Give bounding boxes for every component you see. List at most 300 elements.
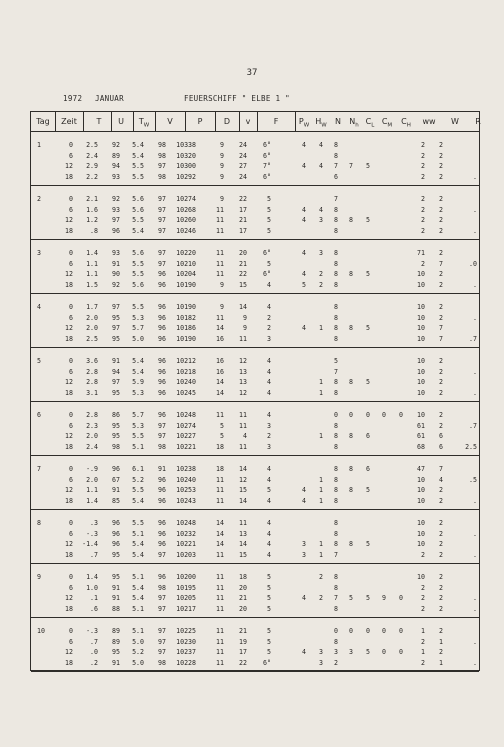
table-cell: 12 <box>239 388 247 397</box>
table-row <box>31 411 479 422</box>
table-cell: 10190 <box>176 334 196 343</box>
table-cell: 11 <box>216 486 224 494</box>
table-cell: 96 <box>158 280 166 289</box>
day-group <box>31 348 479 402</box>
day-number: 7 <box>37 465 41 473</box>
table-cell: 2.0 <box>86 475 98 484</box>
column-header <box>377 117 397 129</box>
table-cell: 0 <box>69 141 73 149</box>
table-cell: -.9 <box>86 465 98 473</box>
table-cell: 47 <box>417 465 425 473</box>
table-cell: 0 <box>69 195 73 203</box>
table-row <box>31 540 479 551</box>
column-header-subscript: L <box>371 122 375 129</box>
table-cell: 10 <box>417 313 425 322</box>
table-cell: 5.5 <box>132 432 144 440</box>
table-cell: 8 <box>334 270 338 278</box>
table-cell: 2.5 <box>86 334 98 343</box>
table-cell: 5.1 <box>132 529 144 538</box>
table-cell: 2.2 <box>86 172 98 181</box>
table-cell: 12 <box>65 162 73 170</box>
table-cell: 8 <box>334 141 338 149</box>
table-cell: 8 <box>334 259 338 268</box>
table-cell: 10338 <box>176 141 196 149</box>
table-cell: 11 <box>239 442 247 451</box>
table-cell: .6 <box>90 604 98 613</box>
day-group <box>31 510 479 564</box>
table-cell: 4 <box>243 432 247 440</box>
column-header-label: T <box>138 117 144 126</box>
table-cell: 96 <box>158 540 166 548</box>
table-cell: 11 <box>239 411 247 419</box>
table-cell: 0 <box>382 411 386 419</box>
column-header <box>217 117 237 126</box>
table-cell: 14 <box>216 378 224 386</box>
table-cell: 20 <box>239 604 247 613</box>
table-row <box>31 573 479 584</box>
table-row <box>31 206 479 217</box>
table-cell: 4 <box>267 367 271 376</box>
header-ship: FEUERSCHIFF " ELBE 1 " <box>184 94 290 103</box>
table-cell: 10245 <box>176 388 196 397</box>
table-cell: 98 <box>158 141 166 149</box>
table-cell: 3 <box>302 550 306 559</box>
table-cell: 2 <box>319 594 323 602</box>
table-cell: 10268 <box>176 205 196 214</box>
table-cell: 0 <box>69 519 73 527</box>
table-row <box>31 648 479 659</box>
table-cell: 2.8 <box>86 378 98 386</box>
table-cell: 2.0 <box>86 432 98 440</box>
table-cell: 1 <box>319 378 323 386</box>
table-cell: 21 <box>239 627 247 635</box>
table-row <box>31 260 479 271</box>
table-cell: 5 <box>267 604 271 613</box>
table-cell: 5.5 <box>132 303 144 311</box>
table-cell: .7 <box>90 550 98 559</box>
table-cell: 10190 <box>176 280 196 289</box>
table-cell: 4 <box>267 388 271 397</box>
table-cell: 0 <box>69 411 73 419</box>
table-cell: 96 <box>158 529 166 538</box>
table-cell: 1.0 <box>86 583 98 592</box>
table-cell: 8 <box>334 205 338 214</box>
table-cell: 6° <box>263 270 271 278</box>
table-cell: 3 <box>334 648 338 656</box>
table-cell: 5 <box>220 432 224 440</box>
table-cell: 96 <box>158 357 166 365</box>
table-row <box>31 443 479 454</box>
table-cell: 0 <box>69 573 73 581</box>
table-cell: 11 <box>216 216 224 224</box>
table-cell: 4 <box>267 519 271 527</box>
table-cell: 98 <box>158 172 166 181</box>
table-cell: 5 <box>267 594 271 602</box>
table-cell: 5.2 <box>132 475 144 484</box>
column-header-label: W <box>451 117 459 126</box>
table-cell: 98 <box>158 583 166 592</box>
table-cell: 96 <box>158 303 166 311</box>
table-cell: 8 <box>349 216 353 224</box>
table-cell: 5.2 <box>132 648 144 656</box>
table-cell: 6 <box>69 637 73 646</box>
table-cell: 2 <box>439 226 443 235</box>
table-cell: 97 <box>158 604 166 613</box>
table-cell: 3 <box>319 658 323 667</box>
table-cell: 5 <box>349 594 353 602</box>
table-cell: 21 <box>239 594 247 602</box>
table-cell: 10 <box>417 496 425 505</box>
table-cell: 8 <box>334 529 338 538</box>
table-cell: . <box>473 529 477 538</box>
table-cell: 1 <box>439 658 443 667</box>
table-cell: 6 <box>69 367 73 376</box>
table-cell: 10 <box>417 357 425 365</box>
table-cell: 96 <box>158 486 166 494</box>
table-cell: 22 <box>239 195 247 203</box>
table-cell: 8 <box>334 280 338 289</box>
table-cell: .7 <box>469 421 477 430</box>
table-cell: 10230 <box>176 637 196 646</box>
table-cell: .0 <box>469 259 477 268</box>
header-month: JANUAR <box>95 94 124 103</box>
table-cell: 94 <box>112 162 120 170</box>
table-cell: 10253 <box>176 486 196 494</box>
table-cell: 96 <box>158 573 166 581</box>
column-header-label: P <box>197 117 203 126</box>
table-row <box>31 368 479 379</box>
table-cell: 89 <box>112 637 120 646</box>
table-cell: 15 <box>239 550 247 559</box>
table-cell: 1 <box>319 432 323 440</box>
table-cell: .5 <box>469 475 477 484</box>
table-cell: 94 <box>112 367 120 376</box>
table-cell: 8 <box>334 324 338 332</box>
table-cell: 12 <box>65 378 73 386</box>
table-cell: 4 <box>302 496 306 505</box>
table-cell: 96 <box>112 519 120 527</box>
table-cell: 5.5 <box>132 519 144 527</box>
table-cell: 2.0 <box>86 313 98 322</box>
table-cell: 6 <box>69 529 73 538</box>
table-cell: 2 <box>439 280 443 289</box>
table-cell: 5.5 <box>132 486 144 494</box>
table-cell: 2.8 <box>86 411 98 419</box>
table-cell: 5 <box>267 637 271 646</box>
table-cell: 4 <box>267 475 271 484</box>
table-cell: 6 <box>439 442 443 451</box>
table-cell: 4 <box>319 141 323 149</box>
table-row <box>31 378 479 389</box>
table-cell: 2 <box>439 421 443 430</box>
table-cell: 5 <box>334 357 338 365</box>
table-cell: 2 <box>439 648 443 656</box>
day-number: 8 <box>37 519 41 527</box>
table-cell: 5 <box>267 216 271 224</box>
table-cell: 90 <box>112 270 120 278</box>
table-cell: 10190 <box>176 303 196 311</box>
table-cell: 5 <box>366 594 370 602</box>
table-cell: .1 <box>90 594 98 602</box>
table-cell: -.3 <box>86 627 98 635</box>
table-cell: 18 <box>65 334 73 343</box>
table-cell: 10228 <box>176 658 196 667</box>
table-cell: 10 <box>417 280 425 289</box>
table-cell: 2 <box>439 519 443 527</box>
column-header-subscript: h <box>355 122 359 129</box>
table-cell: 1.1 <box>86 486 98 494</box>
table-cell: 97 <box>112 303 120 311</box>
table-cell: 11 <box>216 496 224 505</box>
table-cell: 3 <box>267 334 271 343</box>
table-cell: 11 <box>216 249 224 257</box>
table-cell: 10292 <box>176 172 196 181</box>
column-header <box>266 117 286 126</box>
table-cell: 19 <box>239 637 247 646</box>
table-cell: 10274 <box>176 195 196 203</box>
column-header-subscript: W <box>303 122 310 129</box>
table-cell: 96 <box>158 324 166 332</box>
day-number: 10 <box>37 627 45 635</box>
table-cell: 14 <box>239 465 247 473</box>
column-header <box>190 117 210 126</box>
table-cell: 5 <box>366 486 370 494</box>
table-cell: 96 <box>158 519 166 527</box>
table-cell: 4 <box>302 648 306 656</box>
table-row <box>31 195 479 206</box>
page-number: 37 <box>246 68 258 78</box>
table-cell: 97 <box>158 216 166 224</box>
table-cell: 8 <box>334 388 338 397</box>
day-group <box>31 240 479 294</box>
table-cell: 5.4 <box>132 367 144 376</box>
table-cell: 5 <box>220 421 224 430</box>
table-cell: 98 <box>158 658 166 667</box>
table-cell: -1.4 <box>82 540 98 548</box>
table-cell: 8 <box>334 486 338 494</box>
table-cell: 2 <box>439 162 443 170</box>
table-row <box>31 594 479 605</box>
table-cell: 5 <box>366 648 370 656</box>
table-cell: 88 <box>112 604 120 613</box>
table-cell: 4 <box>302 162 306 170</box>
table-cell: 9 <box>243 313 247 322</box>
table-cell: 2 <box>439 627 443 635</box>
table-cell: 5.4 <box>132 594 144 602</box>
table-cell: 14 <box>216 324 224 332</box>
column-header <box>445 117 465 126</box>
table-row <box>31 173 479 184</box>
column-header-label: N <box>335 117 341 126</box>
table-cell: 8 <box>349 432 353 440</box>
table-cell: 14 <box>239 303 247 311</box>
table-cell: . <box>473 388 477 397</box>
table-cell: 4 <box>267 378 271 386</box>
table-row <box>31 162 479 173</box>
table-cell: 16 <box>216 357 224 365</box>
table-row <box>31 638 479 649</box>
table-cell: 92 <box>112 195 120 203</box>
column-header-subscript: M <box>387 122 393 129</box>
table-row <box>31 314 479 325</box>
table-cell: 2 <box>319 280 323 289</box>
table-cell: 10248 <box>176 411 196 419</box>
table-cell: 91 <box>112 357 120 365</box>
table-cell: 2 <box>439 529 443 538</box>
table-cell: 2 <box>439 303 443 311</box>
table-cell: 10320 <box>176 151 196 160</box>
table-cell: 2 <box>439 411 443 419</box>
table-cell: 10212 <box>176 357 196 365</box>
table-cell: 7 <box>334 594 338 602</box>
column-header <box>238 117 258 126</box>
header-year: 1972 <box>63 94 83 103</box>
table-cell: 6° <box>263 141 271 149</box>
table-cell: 8 <box>334 604 338 613</box>
day-group <box>31 294 479 348</box>
table-row <box>31 216 479 227</box>
table-cell: 91 <box>112 259 120 268</box>
table-cell: 5.3 <box>132 388 144 397</box>
table-cell: 97 <box>158 550 166 559</box>
table-cell: 16 <box>216 367 224 376</box>
table-cell: 97 <box>158 249 166 257</box>
day-number: 5 <box>37 357 41 365</box>
table-cell: 7 <box>334 195 338 203</box>
table-cell: 5.1 <box>132 442 144 451</box>
table-cell: 0 <box>69 303 73 311</box>
table-cell: 10240 <box>176 378 196 386</box>
table-cell: 12 <box>65 540 73 548</box>
table-cell: 14 <box>239 496 247 505</box>
table-cell: 96 <box>158 378 166 386</box>
table-cell: 10195 <box>176 583 196 592</box>
table-cell: . <box>473 205 477 214</box>
column-header-subscript: H <box>406 122 411 129</box>
table-cell: 95 <box>112 648 120 656</box>
table-cell: 20 <box>239 249 247 257</box>
column-header-label: C <box>365 117 372 126</box>
table-cell: 8 <box>334 442 338 451</box>
table-cell: 0 <box>349 627 353 635</box>
table-cell: 4 <box>302 486 306 494</box>
table-cell: 18 <box>216 465 224 473</box>
table-cell: 97 <box>158 432 166 440</box>
column-header-label: T <box>96 117 102 126</box>
table-cell: 18 <box>65 280 73 289</box>
table-cell: 5.0 <box>132 334 144 343</box>
table-cell: 12 <box>239 357 247 365</box>
table-cell: 7 <box>439 465 443 473</box>
table-cell: 12 <box>65 432 73 440</box>
table-cell: 9 <box>382 594 386 602</box>
table-cell: 4 <box>267 303 271 311</box>
table-cell: 0 <box>382 627 386 635</box>
table-cell: 8 <box>349 324 353 332</box>
table-cell: 27 <box>239 162 247 170</box>
table-cell: 18 <box>65 658 73 667</box>
table-cell: 1 <box>319 324 323 332</box>
table-cell: 2.0 <box>86 324 98 332</box>
table-cell: 12 <box>65 594 73 602</box>
table-cell: 5 <box>366 162 370 170</box>
day-number: 3 <box>37 249 41 257</box>
table-cell: 1 <box>421 627 425 635</box>
table-cell: 5.5 <box>132 270 144 278</box>
table-cell: 86 <box>112 411 120 419</box>
table-cell: 9 <box>220 195 224 203</box>
table-cell: .7 <box>469 334 477 343</box>
table-cell: 8 <box>349 486 353 494</box>
table-cell: 6° <box>263 172 271 181</box>
column-header <box>396 117 416 129</box>
table-cell: 5.3 <box>132 421 144 430</box>
table-cell: 11 <box>216 573 224 581</box>
table-cell: 10217 <box>176 604 196 613</box>
table-cell: .2 <box>90 658 98 667</box>
table-cell: 11 <box>216 637 224 646</box>
table-cell: 5.1 <box>132 604 144 613</box>
table-row <box>31 270 479 281</box>
table-cell: 13 <box>239 378 247 386</box>
table-row <box>31 476 479 487</box>
table-cell: 0 <box>366 411 370 419</box>
table-cell: 2 <box>319 573 323 581</box>
table-cell: 2 <box>439 205 443 214</box>
column-header-label: U <box>118 117 124 126</box>
table-cell: 12 <box>65 216 73 224</box>
table-cell: 12 <box>65 648 73 656</box>
table-cell: 5 <box>366 216 370 224</box>
table-cell: 14 <box>216 529 224 538</box>
table-cell: 5.6 <box>132 249 144 257</box>
table-cell: 95 <box>112 313 120 322</box>
table-cell: 97 <box>158 421 166 430</box>
table-cell: 6 <box>69 475 73 484</box>
table-cell: 8 <box>334 637 338 646</box>
table-cell: 16 <box>216 334 224 343</box>
table-row <box>31 152 479 163</box>
table-cell: 61 <box>417 432 425 440</box>
table-row <box>31 227 479 238</box>
table-cell: 8 <box>334 216 338 224</box>
table-cell: 18 <box>65 442 73 451</box>
table-cell: 5 <box>366 540 370 548</box>
table-cell: . <box>473 594 477 602</box>
day-group <box>31 618 479 672</box>
table-cell: 5 <box>366 324 370 332</box>
table-cell: 10248 <box>176 519 196 527</box>
table-cell: .3 <box>90 519 98 527</box>
table-cell: 10221 <box>176 540 196 548</box>
table-cell: 97 <box>158 637 166 646</box>
table-cell: 5 <box>302 280 306 289</box>
table-cell: 5.5 <box>132 172 144 181</box>
table-cell: 9 <box>220 162 224 170</box>
table-cell: 8 <box>334 573 338 581</box>
table-cell: 10300 <box>176 162 196 170</box>
table-cell: 5.6 <box>132 195 144 203</box>
table-cell: 11 <box>216 475 224 484</box>
table-cell: 2.9 <box>86 162 98 170</box>
table-cell: 14 <box>216 519 224 527</box>
table-cell: 4 <box>267 280 271 289</box>
table-cell: 10246 <box>176 226 196 235</box>
table-cell: 98 <box>112 442 120 451</box>
table-row <box>31 303 479 314</box>
table-cell: 5.0 <box>132 658 144 667</box>
column-header-label: V <box>167 117 173 126</box>
